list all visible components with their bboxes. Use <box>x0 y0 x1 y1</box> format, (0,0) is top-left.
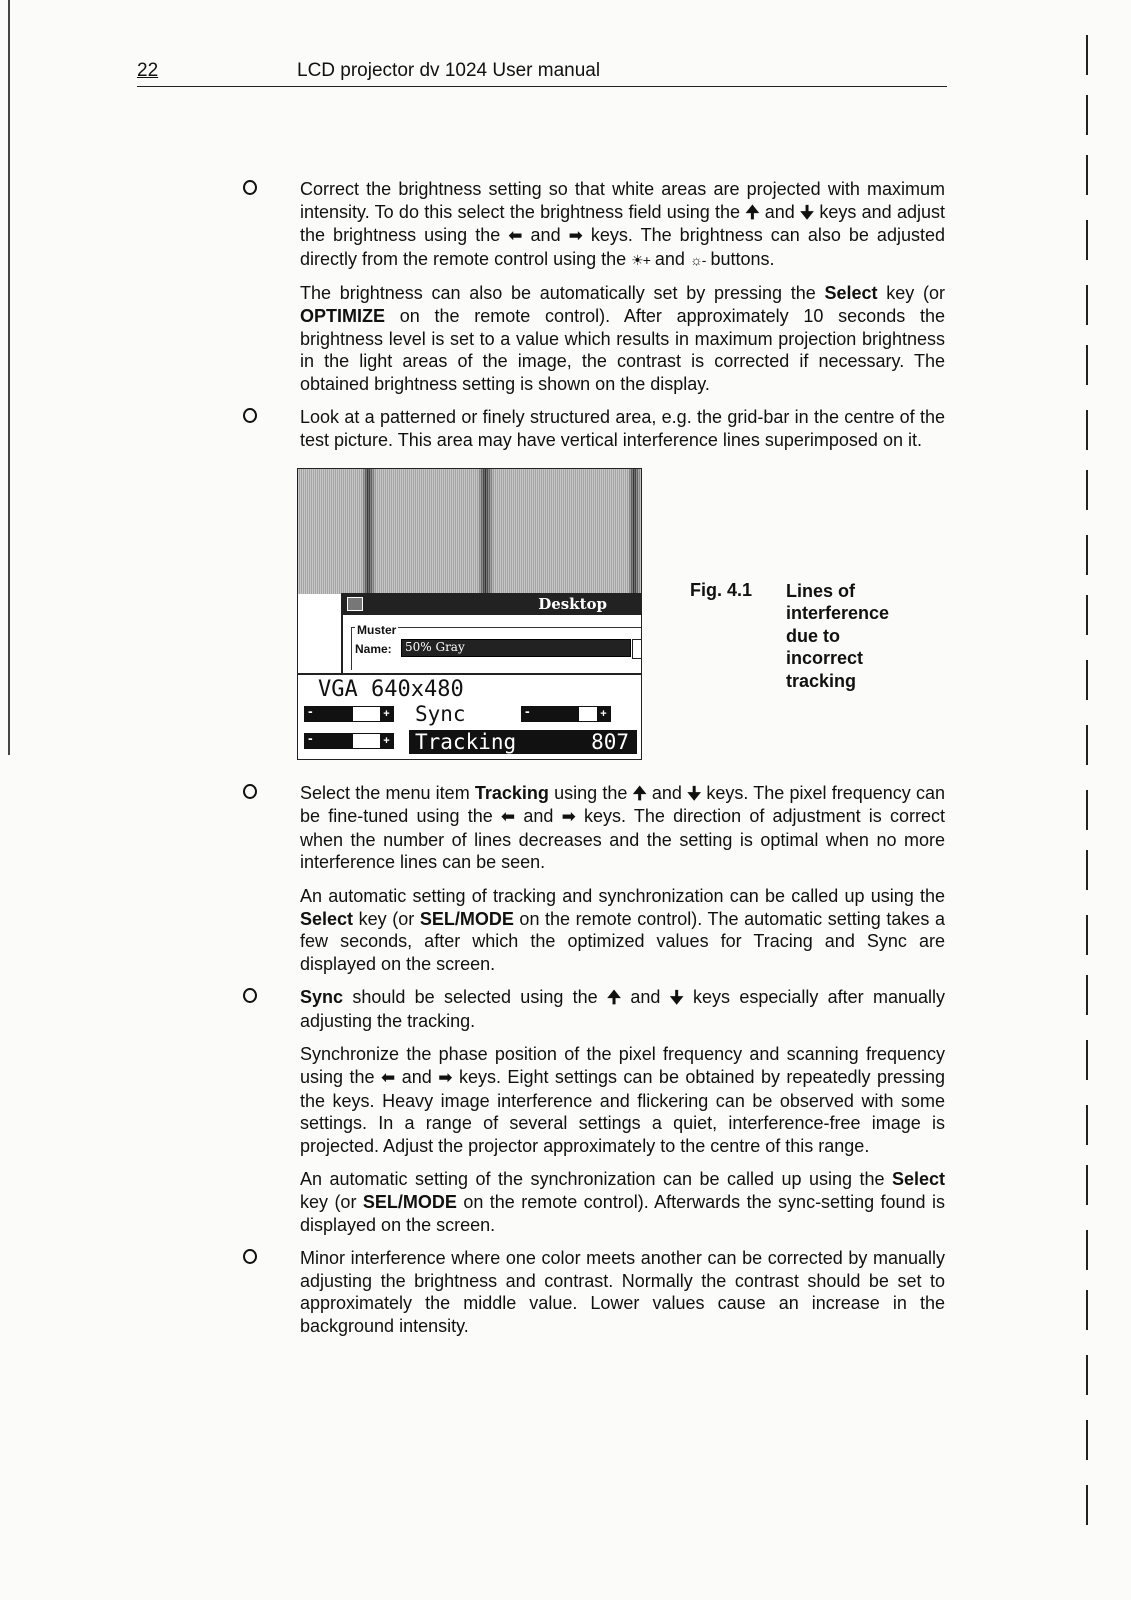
binding-mark <box>1086 1420 1088 1460</box>
text-run: An automatic setting of tracking and synchronization can be called up using the <box>300 885 945 906</box>
brightness-minus-icon: ☼- <box>689 251 706 268</box>
binding-mark <box>1086 410 1088 450</box>
text-run: keys and adjust the brightness using the <box>300 201 945 246</box>
sync-slider-right <box>521 702 611 722</box>
name-field: 50% Gray <box>401 639 631 657</box>
binding-mark <box>1086 345 1088 385</box>
binding-mark <box>1086 1230 1088 1270</box>
down-arrow-icon: 🠋 <box>669 988 684 1008</box>
binding-mark <box>1086 915 1088 955</box>
binding-mark <box>1086 470 1088 510</box>
binding-mark <box>1086 790 1088 830</box>
binding-mark <box>1086 35 1088 75</box>
menu-item-sync: Sync <box>300 987 344 1008</box>
key-select: Select <box>300 908 354 929</box>
right-arrow-icon: ➡ <box>561 807 576 827</box>
binding-mark <box>1086 95 1088 135</box>
right-arrow-icon: ➡ <box>438 1068 453 1088</box>
paragraph-auto-sync <box>300 1168 945 1236</box>
binding-mark <box>1086 1165 1088 1205</box>
text-run: keys. The brightness can also be adjusted directly from the remote control using the <box>300 225 945 269</box>
text-run: and <box>621 987 670 1008</box>
figure-row <box>300 468 945 766</box>
left-arrow-icon: ⬅ <box>381 1068 396 1088</box>
page-header <box>137 58 947 87</box>
osd-tracking-row <box>409 730 637 754</box>
slider-plus: + <box>380 707 393 721</box>
key-select: Select <box>824 283 878 304</box>
tracking-slider <box>304 729 394 749</box>
bullet-icon <box>243 1249 257 1264</box>
slider-plus: + <box>380 734 393 748</box>
text-run: and <box>395 1067 439 1088</box>
osd-tracking-value: 807 <box>591 729 629 754</box>
slider-minus: - <box>525 702 530 719</box>
text-run: Select the menu item <box>300 782 475 803</box>
osd-tracking-label: Tracking <box>415 729 517 754</box>
up-arrow-icon: 🠉 <box>745 202 760 222</box>
osd-menu <box>298 673 641 760</box>
text-run: keys. Eight settings can be obtained by repeatedly pressing the keys. Heavy image interference and flickering can be observed with some settings. In a range of several settings a quiet, interference-free image is projected. Adjust the projector approximately to the centre of this range. <box>300 1067 945 1156</box>
bullet-icon <box>243 408 257 423</box>
binding-mark <box>1086 535 1088 575</box>
paragraph-color-interference <box>300 1247 945 1337</box>
binding-mark <box>1086 725 1088 765</box>
text-run: keys. The pixel frequency can be fine-tuned using the <box>300 782 945 827</box>
binding-mark <box>1086 285 1088 325</box>
name-label: Name: <box>355 641 392 656</box>
slider-fill <box>522 707 579 721</box>
up-arrow-icon: 🠉 <box>632 783 647 803</box>
text-run: and <box>522 225 569 246</box>
figure-screenshot <box>297 468 642 760</box>
paragraph-tracking <box>300 782 945 874</box>
text-run: buttons. <box>705 248 775 269</box>
binding-mark <box>1086 1040 1088 1080</box>
text-run: An automatic setting of the synchronization can be called up using the <box>300 1169 892 1190</box>
binding-mark <box>1086 155 1088 195</box>
dropdown-arrow-icon <box>632 639 642 659</box>
text-run: Look at a patterned or finely structured area, e.g. the grid-bar in the centre of the test picture. This area may have vertical interference lines superimposed on it. <box>300 407 945 450</box>
figure-number: Fig. 4.1 <box>690 579 753 600</box>
binding-mark <box>1086 660 1088 700</box>
up-arrow-icon: 🠉 <box>606 988 622 1008</box>
paragraph-sync <box>300 986 945 1032</box>
window-titlebar <box>343 593 642 615</box>
key-sel-mode: SEL/MODE <box>362 1192 457 1213</box>
text-run: The brightness can also be automatically set by pressing the <box>300 283 825 304</box>
binding-mark <box>1086 1485 1088 1525</box>
paragraph-auto-brightness <box>300 282 945 395</box>
interference-pattern <box>298 469 641 594</box>
paragraph-pattern <box>300 406 945 451</box>
binding-mark <box>1086 1355 1088 1395</box>
text-run: key (or <box>300 1192 363 1213</box>
key-optimize: OPTIMIZE <box>300 305 385 326</box>
text-run: on the remote control). Afterwards the sync-setting found is displayed on the screen. <box>300 1192 945 1235</box>
text-run: keys. The direction of adjustment is correct when the number of lines decreases and the setting is optimal when no more interference lines can be seen. <box>300 806 945 873</box>
bullet-icon <box>243 784 257 799</box>
brightness-plus-icon: ☀+ <box>631 251 650 268</box>
scan-edge-line <box>8 0 10 755</box>
text-run: and <box>646 782 688 803</box>
key-sel-mode: SEL/MODE <box>419 908 514 929</box>
window-title: Desktop <box>538 594 607 613</box>
down-arrow-icon: 🠋 <box>800 202 815 222</box>
text-run: key (or <box>353 908 420 929</box>
text-run: on the remote control). After approximately 10 seconds the brightness level is set to a value which results in maximum projection brightness in the light areas of the image, the contrast is corrected if necessary. The obtained brightness setting is shown on the display. <box>300 305 945 394</box>
left-arrow-icon: ⬅ <box>500 807 516 827</box>
group-label: Muster <box>357 622 397 637</box>
text-run: should be selected using the <box>343 987 607 1008</box>
text-run: and <box>515 806 562 827</box>
bullet-icon <box>243 180 257 195</box>
text-run: Correct the brightness setting so that white areas are projected with maximum intensity. To do this select the brightness field using the <box>300 179 945 222</box>
osd-sync-label: Sync <box>415 701 466 726</box>
binding-mark <box>1086 595 1088 635</box>
paragraph-phase <box>300 1043 945 1157</box>
osd-resolution: VGA 640x480 <box>318 676 464 702</box>
paragraph-auto-tracking <box>300 885 945 975</box>
text-run: on the remote control). The automatic setting takes a few seconds, after which the optimized values for Tracing and Sync are displayed on the screen. <box>300 908 945 974</box>
system-menu-icon <box>347 597 363 611</box>
binding-mark <box>1086 850 1088 890</box>
bullet-icon <box>243 988 257 1003</box>
manual-content <box>300 178 945 1349</box>
figure-caption: Lines of interference due to incorrect tracking <box>786 580 890 691</box>
key-select: Select <box>891 1169 945 1190</box>
text-run: Minor interference where one color meets another can be corrected by manually adjusting the brightness and contrast. Normally the contrast should be set to approximately the middle value. Lower values cause an increase in the background intensity. <box>300 1248 945 1336</box>
text-run: keys especially after manually adjusting the tracking. <box>300 987 946 1031</box>
text-run: using the <box>548 782 633 803</box>
paragraph-brightness <box>300 178 945 271</box>
menu-item-tracking: Tracking <box>474 782 549 803</box>
sync-slider-left <box>304 702 394 722</box>
desktop-window <box>341 593 642 673</box>
slider-minus: - <box>308 729 313 746</box>
binding-mark <box>1086 1105 1088 1145</box>
running-title: LCD projector dv 1024 User manual <box>297 60 601 81</box>
text-run: key (or <box>877 283 946 304</box>
text-run: Synchronize the phase position of the pixel frequency and scanning frequency using the <box>300 1044 945 1088</box>
binding-mark <box>1086 975 1088 1015</box>
slider-minus: - <box>308 702 313 719</box>
binding-mark <box>1086 220 1088 260</box>
binding-mark <box>1086 1290 1088 1330</box>
text-run: and <box>759 201 801 222</box>
text-run: and <box>649 248 690 269</box>
left-arrow-icon: ⬅ <box>508 226 523 246</box>
right-arrow-icon: ➡ <box>568 226 583 246</box>
slider-plus: + <box>597 707 610 721</box>
page-number: 22 <box>137 60 159 81</box>
down-arrow-icon: 🠋 <box>687 783 702 803</box>
